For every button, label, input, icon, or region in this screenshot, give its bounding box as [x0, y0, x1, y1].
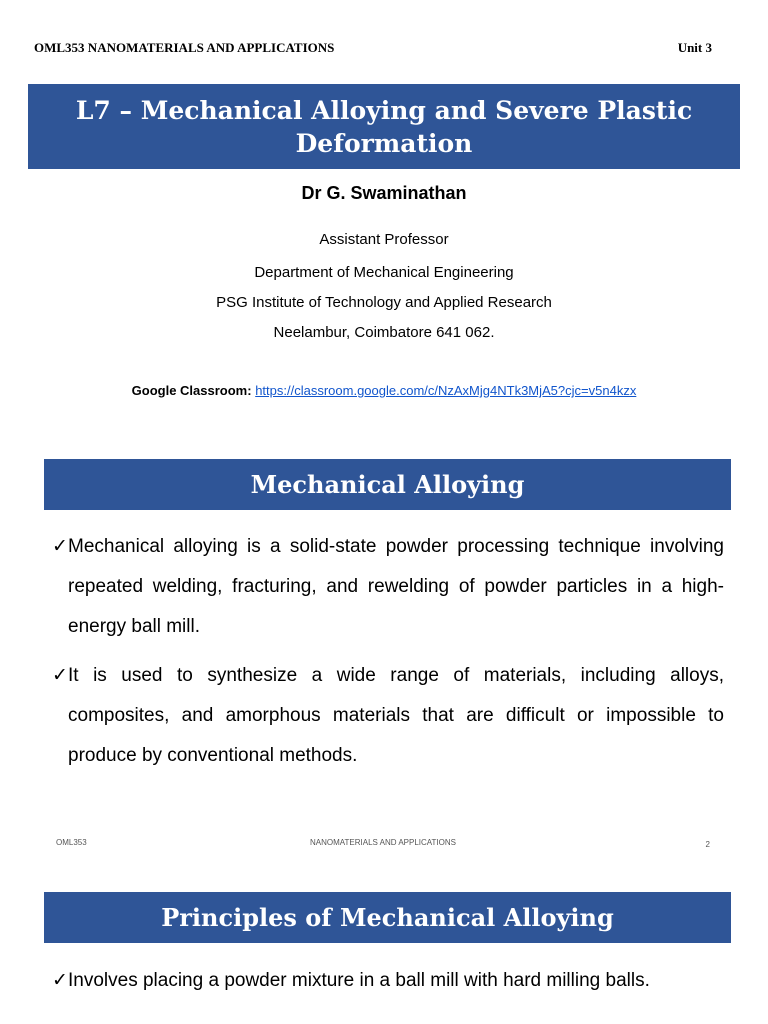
section-heading-mechanical-alloying	[44, 459, 731, 510]
section-heading-text: Principles of Mechanical Alloying	[161, 903, 614, 932]
slide-page-number: 2	[705, 840, 710, 849]
checkmark-icon: ✓	[52, 536, 68, 557]
bullet-text: It is used to synthesize a wide range of materials, including alloys, composites, and amorphous materials that are difficult or impossible to produce by conventional methods.	[68, 665, 724, 766]
bullet-item	[52, 961, 724, 1001]
author-designation: Assistant Professor	[319, 231, 449, 248]
bullet-list-principles	[52, 961, 724, 1010]
classroom-label: Google Classroom:	[131, 383, 252, 398]
author-department: Department of Mechanical Engineering	[254, 264, 514, 281]
footer-course-code: OML353	[56, 838, 87, 847]
bullet-text: Involves placing a powder mixture in a ball mill with hard milling balls.	[68, 970, 650, 991]
unit-label: Unit 3	[677, 40, 712, 55]
author-address: Neelambur, Coimbatore 641 062.	[273, 324, 495, 341]
checkmark-icon: ✓	[52, 970, 68, 991]
section-heading-principles	[44, 892, 731, 943]
section-heading-text: Mechanical Alloying	[250, 470, 525, 499]
bullet-item	[52, 527, 724, 647]
google-classroom-line	[0, 382, 768, 400]
slide-footer	[56, 838, 710, 850]
bullet-text: Mechanical alloying is a solid-state powder processing technique involving repeated welding, fracturing, and rewelding of powder particles in a high-energy ball mill.	[68, 536, 724, 637]
course-title: OML353 NANOMATERIALS AND APPLICATIONS	[34, 40, 335, 55]
footer-course-name: NANOMATERIALS AND APPLICATIONS	[310, 838, 456, 847]
author-name: Dr G. Swaminathan	[301, 183, 467, 203]
checkmark-icon: ✓	[52, 665, 68, 686]
lecture-title: L7 – Mechanical Alloying and Severe Plastic Deformation	[75, 95, 693, 158]
classroom-link[interactable]: https://classroom.google.com/c/NzAxMjg4NTk3MjA5?cjc=v5n4kzx	[255, 383, 637, 398]
bullet-item	[52, 656, 724, 776]
author-block	[0, 180, 768, 348]
page-header	[34, 40, 712, 58]
bullet-list-mechanical-alloying	[52, 527, 724, 785]
lecture-title-banner	[28, 84, 740, 169]
author-institute: PSG Institute of Technology and Applied Research	[216, 294, 552, 311]
